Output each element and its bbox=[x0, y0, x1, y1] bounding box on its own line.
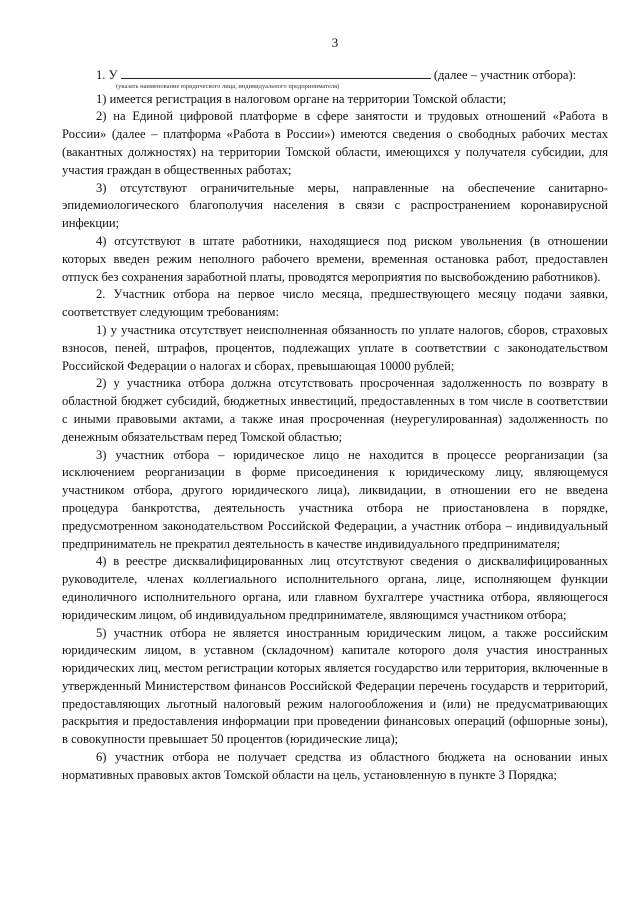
header-prefix: 1. У bbox=[96, 67, 118, 82]
paragraph: 2) у участника отбора должна отсутствовать просроченная задолженность по возврату в областной бюджет субсидий, бюджетных инвестиций, предоставленных в том числе в соответствии с иными правовыми актами, а также иная просроченная (неурегулированная) задолженность по денежным обязательствам перед Томской областью; bbox=[62, 376, 608, 444]
paragraph: 5) участник отбора не является иностранным юридическим лицом, а также российским юридическим лицом, в уставном (складочном) капитале которого доля участия иностранных юридических лиц, местом регистрации которых является государство или территория, включенные в утвержденный Министерством финансов Российской Федерации перечень государств и территорий, предоставляющих льготный налоговый режим налогообложения и (или) не предусматривающих раскрытия и предоставления информации при проведении финансовых операций (офшорные зоны), в совокупности превышает 50 процентов (юридические лица); bbox=[62, 625, 608, 747]
paragraph: 6) участник отбора не получает средства из областного бюджета на основании иных нормативных правовых актов Томской области на цель, установленную в пункте 3 Порядка; bbox=[62, 750, 608, 782]
paragraph: 3) участник отбора – юридическое лицо не находится в процессе реорганизации (за исключением реорганизации в форме присоединения к юридическому лицу, являющемуся участником отбора, другого юридического лица), ликвидации, в отношении его не введена процедура банкротства, деятельность участника отбора не приостановлена в порядке, предусмотренном законодательством Российской Федерации, а участник отбора – индивидуальный предприниматель не прекратил деятельность в качестве индивидуального предпринимателя; bbox=[62, 447, 608, 551]
document-page bbox=[62, 34, 608, 785]
paragraph: 1) имеется регистрация в налоговом органе на территории Томской области; bbox=[96, 91, 507, 106]
paragraph: 2) на Единой цифровой платформе в сфере занятости и трудовых отношений «Работа в России» (далее – платформа «Работа в России») имеются сведения о свободных рабочих местах (вакантных должностях) на территории Томской области, имеющихся у получателя субсидии, для участия граждан в общественных работах; bbox=[62, 109, 608, 177]
fill-in-blank bbox=[121, 66, 431, 79]
page-number: 3 bbox=[331, 35, 339, 50]
header-suffix: (далее – участник отбора): bbox=[433, 67, 577, 82]
paragraph: 1) у участника отсутствует неисполненная обязанность по уплате налогов, сборов, страховых взносов, пеней, штрафов, процентов, подлежащих уплате в соответствии с законодательством Российской Федерации о налогах и сборах, превышающая 10000 рублей; bbox=[62, 322, 608, 373]
fill-in-hint: (указать наименование юридического лица, индивидуального предпринимателя) bbox=[116, 82, 340, 90]
header-line bbox=[62, 66, 608, 85]
paragraph: 3) отсутствуют ограничительные меры, направленные на обеспечение санитарно-эпидемиологического благополучия населения в связи с распространением коронавирусной инфекции; bbox=[62, 180, 608, 231]
paragraph: 2. Участник отбора на первое число месяца, предшествующего месяцу подачи заявки, соответствует следующим требованиям: bbox=[62, 287, 608, 320]
paragraph: 4) отсутствуют в штате работники, находящиеся под риском увольнения (в отношении которых введен режим неполного рабочего времени, временная остановка работ, предоставлен отпуск без сохранения заработной платы, проводятся мероприятия по высвобождению работников). bbox=[62, 233, 608, 284]
paragraph: 4) в реестре дисквалифицированных лиц отсутствуют сведения о дисквалифицированных руководителе, членах коллегиального исполнительного органа, лице, исполняющем функции единоличного исполнительного органа, или главном бухгалтере участника отбора, являющегося юридическим лицом, об индивидуальном предпринимателе, являющимся участником отбора; bbox=[62, 554, 608, 622]
